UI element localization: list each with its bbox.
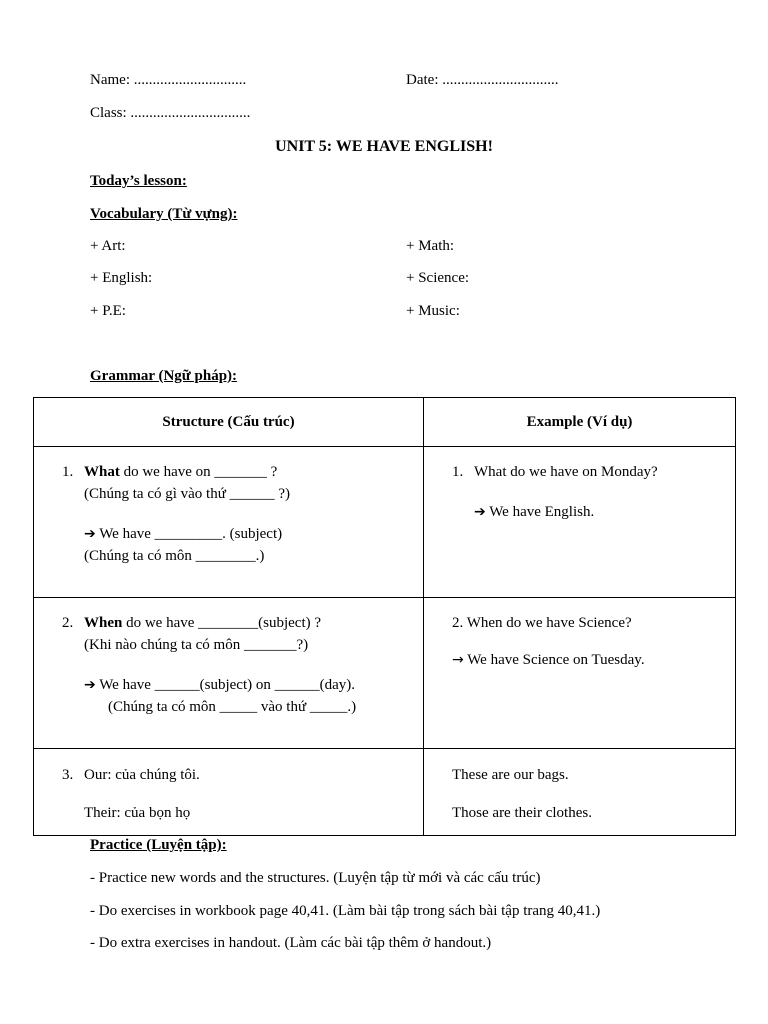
practice-item: - Practice new words and the structures. (Luyện tập từ mới và các cấu trúc) [90,870,541,886]
vocab-item: + P.E: [90,303,126,319]
arrow-icon: ➔ [84,677,96,693]
example-cell [424,749,736,836]
practice-item: - Do extra exercises in handout. (Làm các bài tập thêm ở handout.) [90,935,492,951]
arrow-icon: ➔ [84,526,96,542]
page-title: UNIT 5: WE HAVE ENGLISH! [275,138,493,155]
question-word: What [84,464,120,480]
example-answer: We have Science on Tuesday. [463,652,645,668]
practice-heading: Practice (Luyện tập): [90,837,227,853]
structure-cell [34,749,424,836]
practice-item: - Do exercises in workbook page 40,41. (Làm bài tập trong sách bài tập trang 40,41.) [90,903,601,919]
structure-cell [34,447,424,598]
question-translation: (Khi nào chúng ta có môn _______?) [84,637,309,653]
example-column-header: Example (Ví dụ) [424,398,736,447]
example-cell [424,598,736,749]
vocab-item: + English: [90,270,153,286]
example-answer: We have English. [485,504,595,520]
grammar-heading: Grammar (Ngữ pháp): [90,368,238,384]
grammar-table [33,397,736,836]
example-cell [424,447,736,598]
answer-text: We have _________. (subject) [95,526,283,542]
example-sentence: Those are their clothes. [452,805,592,821]
example-sentence: These are our bags. [452,767,569,783]
item-number: 2. [62,615,74,631]
item-number: 1. [62,464,74,480]
example-question: 2. When do we have Science? [452,615,632,631]
question-translation: (Chúng ta có gì vào thứ ______ ?) [84,486,291,502]
vocab-item: + Art: [90,238,126,254]
vocab-item: + Math: [406,238,455,254]
item-number: 1. [452,464,464,480]
table-row [34,749,736,836]
name-field-label: Name: .............................. [90,72,247,88]
vocab-item: + Science: [406,270,470,286]
question-word: When [84,615,123,631]
table-row [34,598,736,749]
answer-text: We have ______(subject) on ______(day). [95,677,356,693]
item-number: 3. [62,767,74,783]
question-text: do we have ________(subject) ? [122,615,322,631]
answer-translation: (Chúng ta có môn ________.) [84,548,265,564]
answer-translation: (Chúng ta có môn _____ vào thứ _____.) [108,699,357,715]
vocabulary-heading: Vocabulary (Từ vựng): [90,206,238,222]
example-question: What do we have on Monday? [474,464,658,480]
possessive-definition: Their: của bọn họ [84,805,191,821]
class-field-label: Class: ................................ [90,105,251,121]
todays-lesson-heading: Today’s lesson: [90,173,187,189]
structure-cell [34,598,424,749]
structure-column-header: Structure (Cấu trúc) [34,398,424,447]
vocab-item: + Music: [406,303,460,319]
possessive-definition: Our: của chúng tôi. [84,767,200,783]
question-text: do we have on _______ ? [119,464,278,480]
arrow-icon: ➔ [474,504,486,520]
date-field-label: Date: ............................... [406,72,559,88]
table-row [34,447,736,598]
arrow-icon: → [452,652,464,668]
